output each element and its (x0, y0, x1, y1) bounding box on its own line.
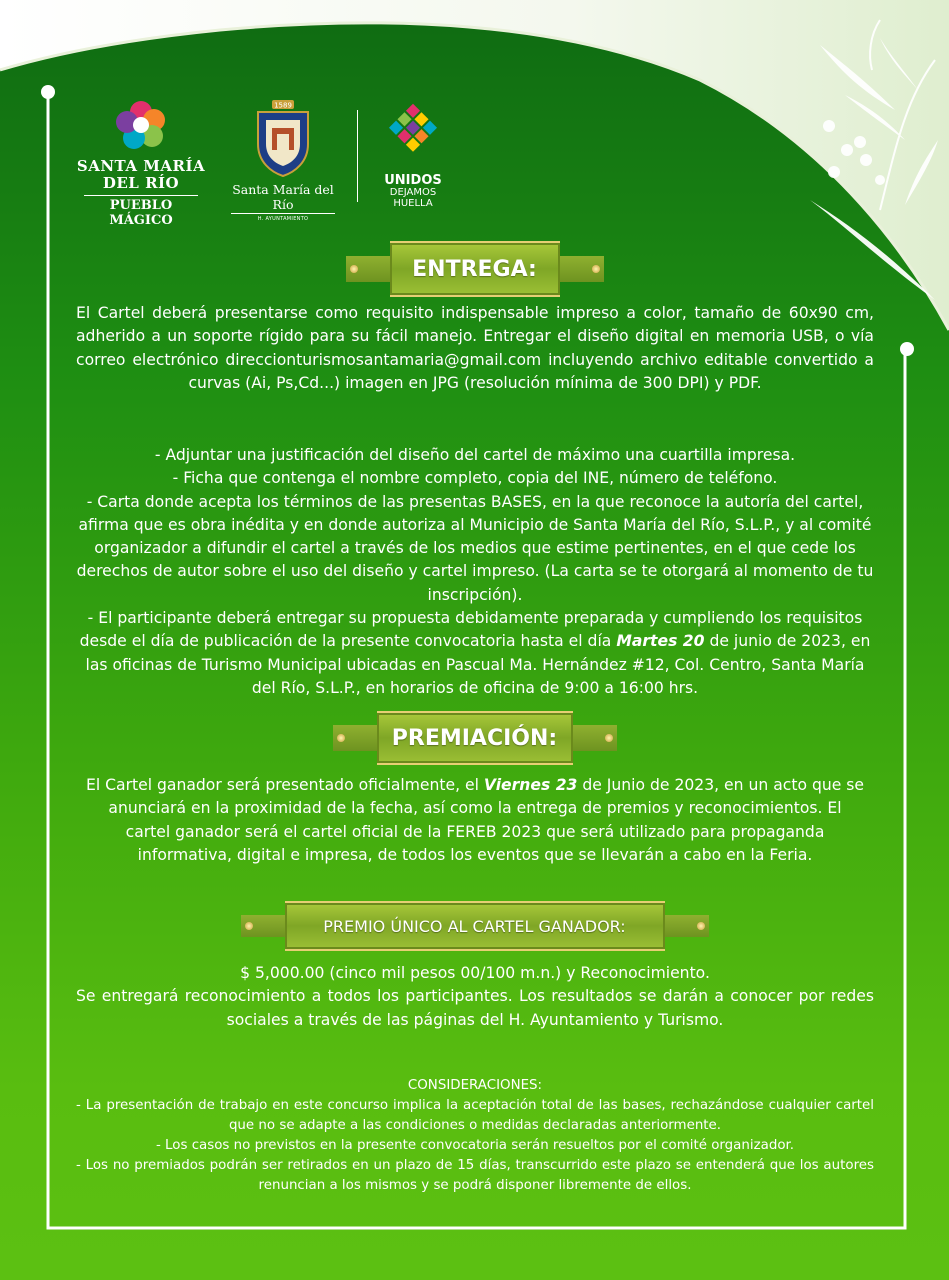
unidos-logo (373, 100, 453, 209)
mosaic-icon (381, 100, 445, 164)
requirement-item: - Carta donde acepta los términos de las presentas BASES, en la que reconoce la autoría del cartel, afirma que es obra inédita y en donde autoriza al Municipio de Santa María del Río, S.L.P., y al comité organizador a difundir el cartel a través de los medios que estime pertinentes, en el que cede los derechos de autor sobre el uso del diseño y cartel impreso. (La carta se te otorgará al momento de tu inscripción). (76, 492, 874, 604)
consideraciones-section (76, 1076, 874, 1196)
ayuntamiento-logo (227, 98, 339, 222)
shield-icon (250, 98, 316, 178)
logo-text-huella: HUELLA (393, 198, 433, 209)
premiacion-heading: PREMIACIÓN: (391, 725, 558, 751)
logo-text-dejamos: DEJAMOS (389, 187, 437, 198)
consideracion-item: - La presentación de trabajo en este concurso implica la aceptación total de las bases, rechazándose cualquier cartel que no se adapte a las condiciones o medidas declaradas anteriormente. (76, 1098, 874, 1133)
premio-heading: PREMIO ÚNICO AL CARTEL GANADOR: (323, 916, 626, 936)
premiacion-paragraph (86, 774, 864, 867)
entrega-banner (0, 240, 949, 298)
deadline-text-after: de junio de 2023, en las oficinas de Turismo Municipal ubicadas en Pascual Ma. Hernández #12, Col. Centro, Santa María del Río, S.L.P., en horarios de oficina de 9:00 a 16:00 hrs. (85, 632, 871, 697)
premiacion-banner (0, 710, 949, 766)
premiacion-text-after: de Junio de 2023, en un acto que se anunciará en la proximidad de la fecha, así como la entrega de premios y reconocimientos. El cartel ganador será el cartel oficial de la FEREB 2023 que será utilizado para propaganda informativa, digital e impresa, de todos los eventos que se llevarán a cabo en la Feria. (108, 776, 865, 864)
frame-dot-right (900, 342, 914, 356)
logo-text-unidos: UNIDOS (384, 173, 442, 188)
consideraciones-heading: CONSIDERACIONES: (407, 1078, 543, 1093)
entrega-paragraph: El Cartel deberá presentarse como requisito indispensable impreso a color, tamaño de 60x90 cm, adherido a un soporte rígido para su fácil manejo. Entregar el diseño digital en memoria USB, o vía correo electrónico direccionturismosantamaria@gmail.com incluyendo archivo editable convertido a curvas (Ai, Ps,Cd...) imagen en JPG (resolución mínima de 300 DPI) y PDF. (76, 304, 874, 392)
deadline-text-before: - El participante deberá entregar su propuesta debidamente preparada y cumpliendo los requisitos desde el día de publicación de la presente convocatoria hasta el día (79, 609, 863, 651)
logo-text-del-rio: DEL RÍO (102, 174, 180, 192)
logo-text-pueblo-magico: PUEBLO MÁGICO (84, 195, 198, 228)
shield-year: 1589 (274, 101, 292, 110)
ayuntamiento-name: Santa María del Río (232, 182, 334, 212)
premio-text (76, 962, 874, 1032)
premiacion-date: Viernes 23 (483, 776, 578, 794)
consideracion-item: - Los casos no previstos en la presente convocatoria serán resueltos por el comité organizador. (155, 1138, 795, 1153)
deadline-date: Martes 20 (616, 632, 705, 651)
premio-banner (0, 900, 949, 952)
logo-bar (70, 98, 470, 228)
requirement-item (76, 607, 874, 700)
premio-amount: $ 5,000.00 (cinco mil pesos 00/100 m.n.) y Reconocimiento. (240, 964, 710, 982)
premio-recognition: Se entregará reconocimiento a todos los participantes. Los resultados se darán a conocer por redes sociales a través de las páginas del H. Ayuntamiento y Turismo. (76, 987, 874, 1029)
requirement-item: - Adjuntar una justificación del diseño del cartel de máximo una cuartilla impresa. (154, 446, 796, 464)
entrega-heading: ENTREGA: (412, 256, 537, 282)
requirement-item: - Ficha que contenga el nombre completo, copia del INE, número de teléfono. (172, 469, 778, 488)
frame-dot-left (41, 85, 55, 99)
consideracion-item: - Los no premiados podrán ser retirados en un plazo de 15 días, transcurrido este plazo se entenderá que los autores renuncian a los mismos y se podrá disponer libremente de ellos. (76, 1158, 874, 1193)
logo-divider (357, 110, 358, 202)
flower-icon (114, 98, 168, 152)
pueblo-magico-logo (76, 98, 206, 228)
logo-text-santa-maria: SANTA MARÍA (76, 157, 206, 175)
entrega-requirements (76, 444, 874, 700)
premiacion-text-before: El Cartel ganador será presentado oficialmente, el (86, 776, 484, 794)
ayuntamiento-sub: H. AYUNTAMIENTO (231, 213, 335, 222)
